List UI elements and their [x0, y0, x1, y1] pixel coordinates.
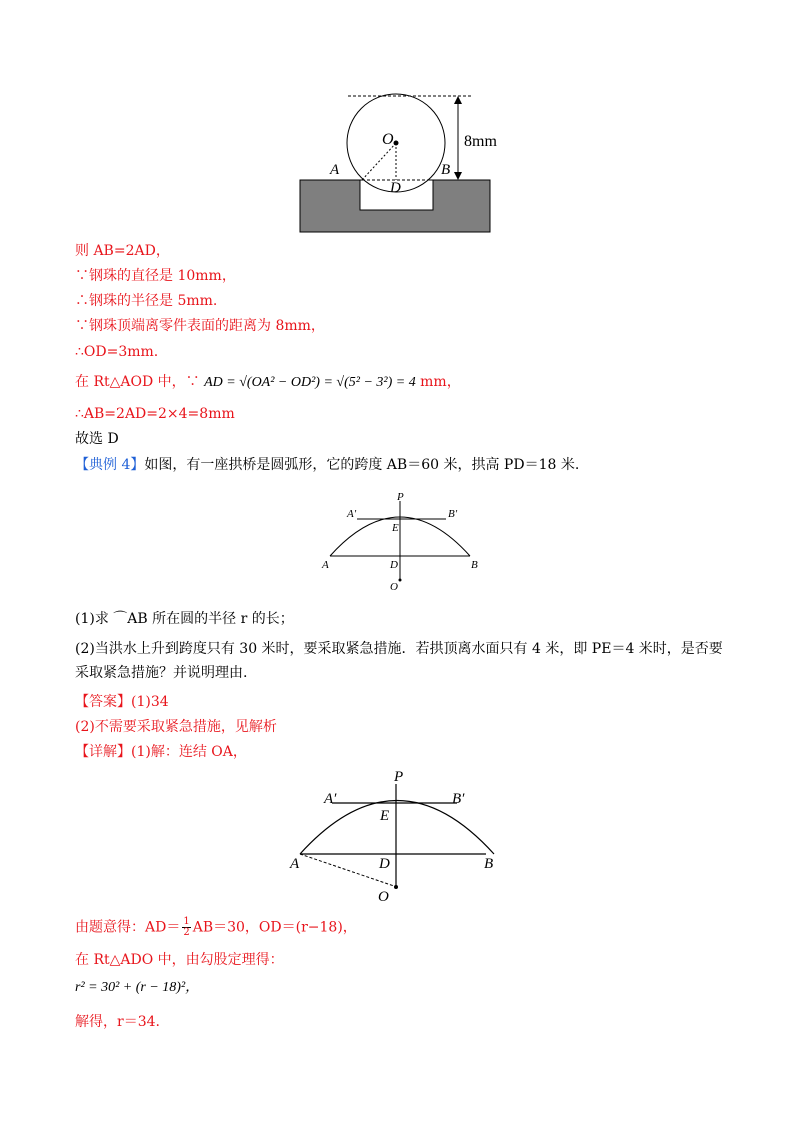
- label-b-prime: B′: [452, 791, 465, 807]
- pythag-prefix: 在 Rt△AOD 中，∵: [75, 374, 200, 390]
- figure-arch-small: [310, 488, 510, 598]
- question-1: (1)求 ⌒AB 所在圆的半径 r 的长；: [75, 611, 294, 627]
- detail-line: [75, 742, 247, 762]
- detail-tag: 【详解】: [75, 744, 131, 760]
- arrow-head-top: [454, 96, 462, 104]
- label-b: B: [441, 162, 451, 178]
- label-b-prime: B′: [448, 508, 458, 520]
- label-8mm: 8mm: [464, 133, 497, 150]
- label-p: P: [397, 491, 404, 503]
- solution-line-7: ∴AB=2AD=2×4=8mm: [75, 406, 235, 422]
- ad-prefix: 由题意得：AD＝: [75, 919, 181, 936]
- solution-line-8: 故选 D: [75, 431, 119, 447]
- fraction-denominator: 2: [183, 927, 190, 938]
- label-o: O: [390, 581, 398, 593]
- arrow-head-bottom: [454, 172, 462, 180]
- solution-line-6: [75, 372, 461, 393]
- label-e: E: [392, 522, 399, 534]
- pythag-suffix: mm，: [420, 374, 461, 390]
- answer-2: (2)不需要采取紧急措施，见解析: [75, 719, 277, 735]
- label-b: B: [471, 559, 478, 571]
- solution2-result: 解得，r＝34.: [75, 1014, 160, 1030]
- arch-arc: [300, 801, 494, 855]
- solution2-line-1: [75, 917, 357, 938]
- label-a: A: [330, 162, 340, 178]
- fraction-half: [182, 917, 190, 938]
- label-b: B: [484, 856, 494, 872]
- answer-tag: 【答案】: [75, 694, 131, 710]
- figure-arch-large: [280, 765, 520, 910]
- label-d: D: [379, 856, 390, 872]
- example-tag: 【典例 4】: [75, 457, 145, 473]
- label-p: P: [394, 769, 404, 785]
- answer-1: [75, 692, 169, 712]
- label-o: O: [378, 889, 389, 905]
- label-o: O: [382, 131, 394, 148]
- label-a-prime: A′: [324, 791, 337, 807]
- answer-value-1: (1)34: [131, 694, 169, 710]
- point-o: [394, 885, 398, 889]
- label-d: D: [390, 559, 398, 571]
- label-d: D: [390, 180, 401, 196]
- detail-text: (1)解：连结 OA，: [131, 744, 247, 760]
- label-a: A: [322, 559, 329, 571]
- point-o: [399, 579, 402, 582]
- example-4: [75, 455, 579, 475]
- solution-line-3: ∴钢珠的半径是 5mm.: [75, 293, 218, 309]
- solution-line-2: ∵钢珠的直径是 10mm，: [75, 268, 236, 284]
- example-text: 如图，有一座拱桥是圆弧形，它的跨度 AB＝60 米，拱高 PD＝18 米.: [144, 457, 580, 473]
- figure-steel-ball: [290, 88, 510, 238]
- label-a-prime: A′: [347, 508, 357, 520]
- solution-line-5: ∴OD=3mm.: [75, 344, 159, 360]
- pythag-formula: AD = √(OA² − OD²) = √(5² − 3²) = 4: [204, 375, 416, 390]
- solution-line-4: ∵钢珠顶端离零件表面的距离为 8mm，: [75, 318, 325, 334]
- solution-line-1: 则 AB=2AD，: [75, 243, 170, 259]
- solution2-equation: r² = 30² + (r − 18)²，: [75, 980, 200, 995]
- question-2: (2)当洪水上升到跨度只有 30 米时，要采取紧急措施．若拱顶离水面只有 4 米，即 PE＝4 米时，是否要采取紧急措施？并说明理由.: [75, 641, 723, 681]
- label-a: A: [290, 856, 300, 872]
- center-o: [394, 141, 399, 146]
- ad-suffix: AB＝30，OD＝(r−18)，: [192, 919, 357, 936]
- label-e: E: [380, 808, 390, 824]
- fraction-numerator: 1: [183, 916, 190, 927]
- solution2-line-2: 在 Rt△ADO 中，由勾股定理得：: [75, 952, 284, 968]
